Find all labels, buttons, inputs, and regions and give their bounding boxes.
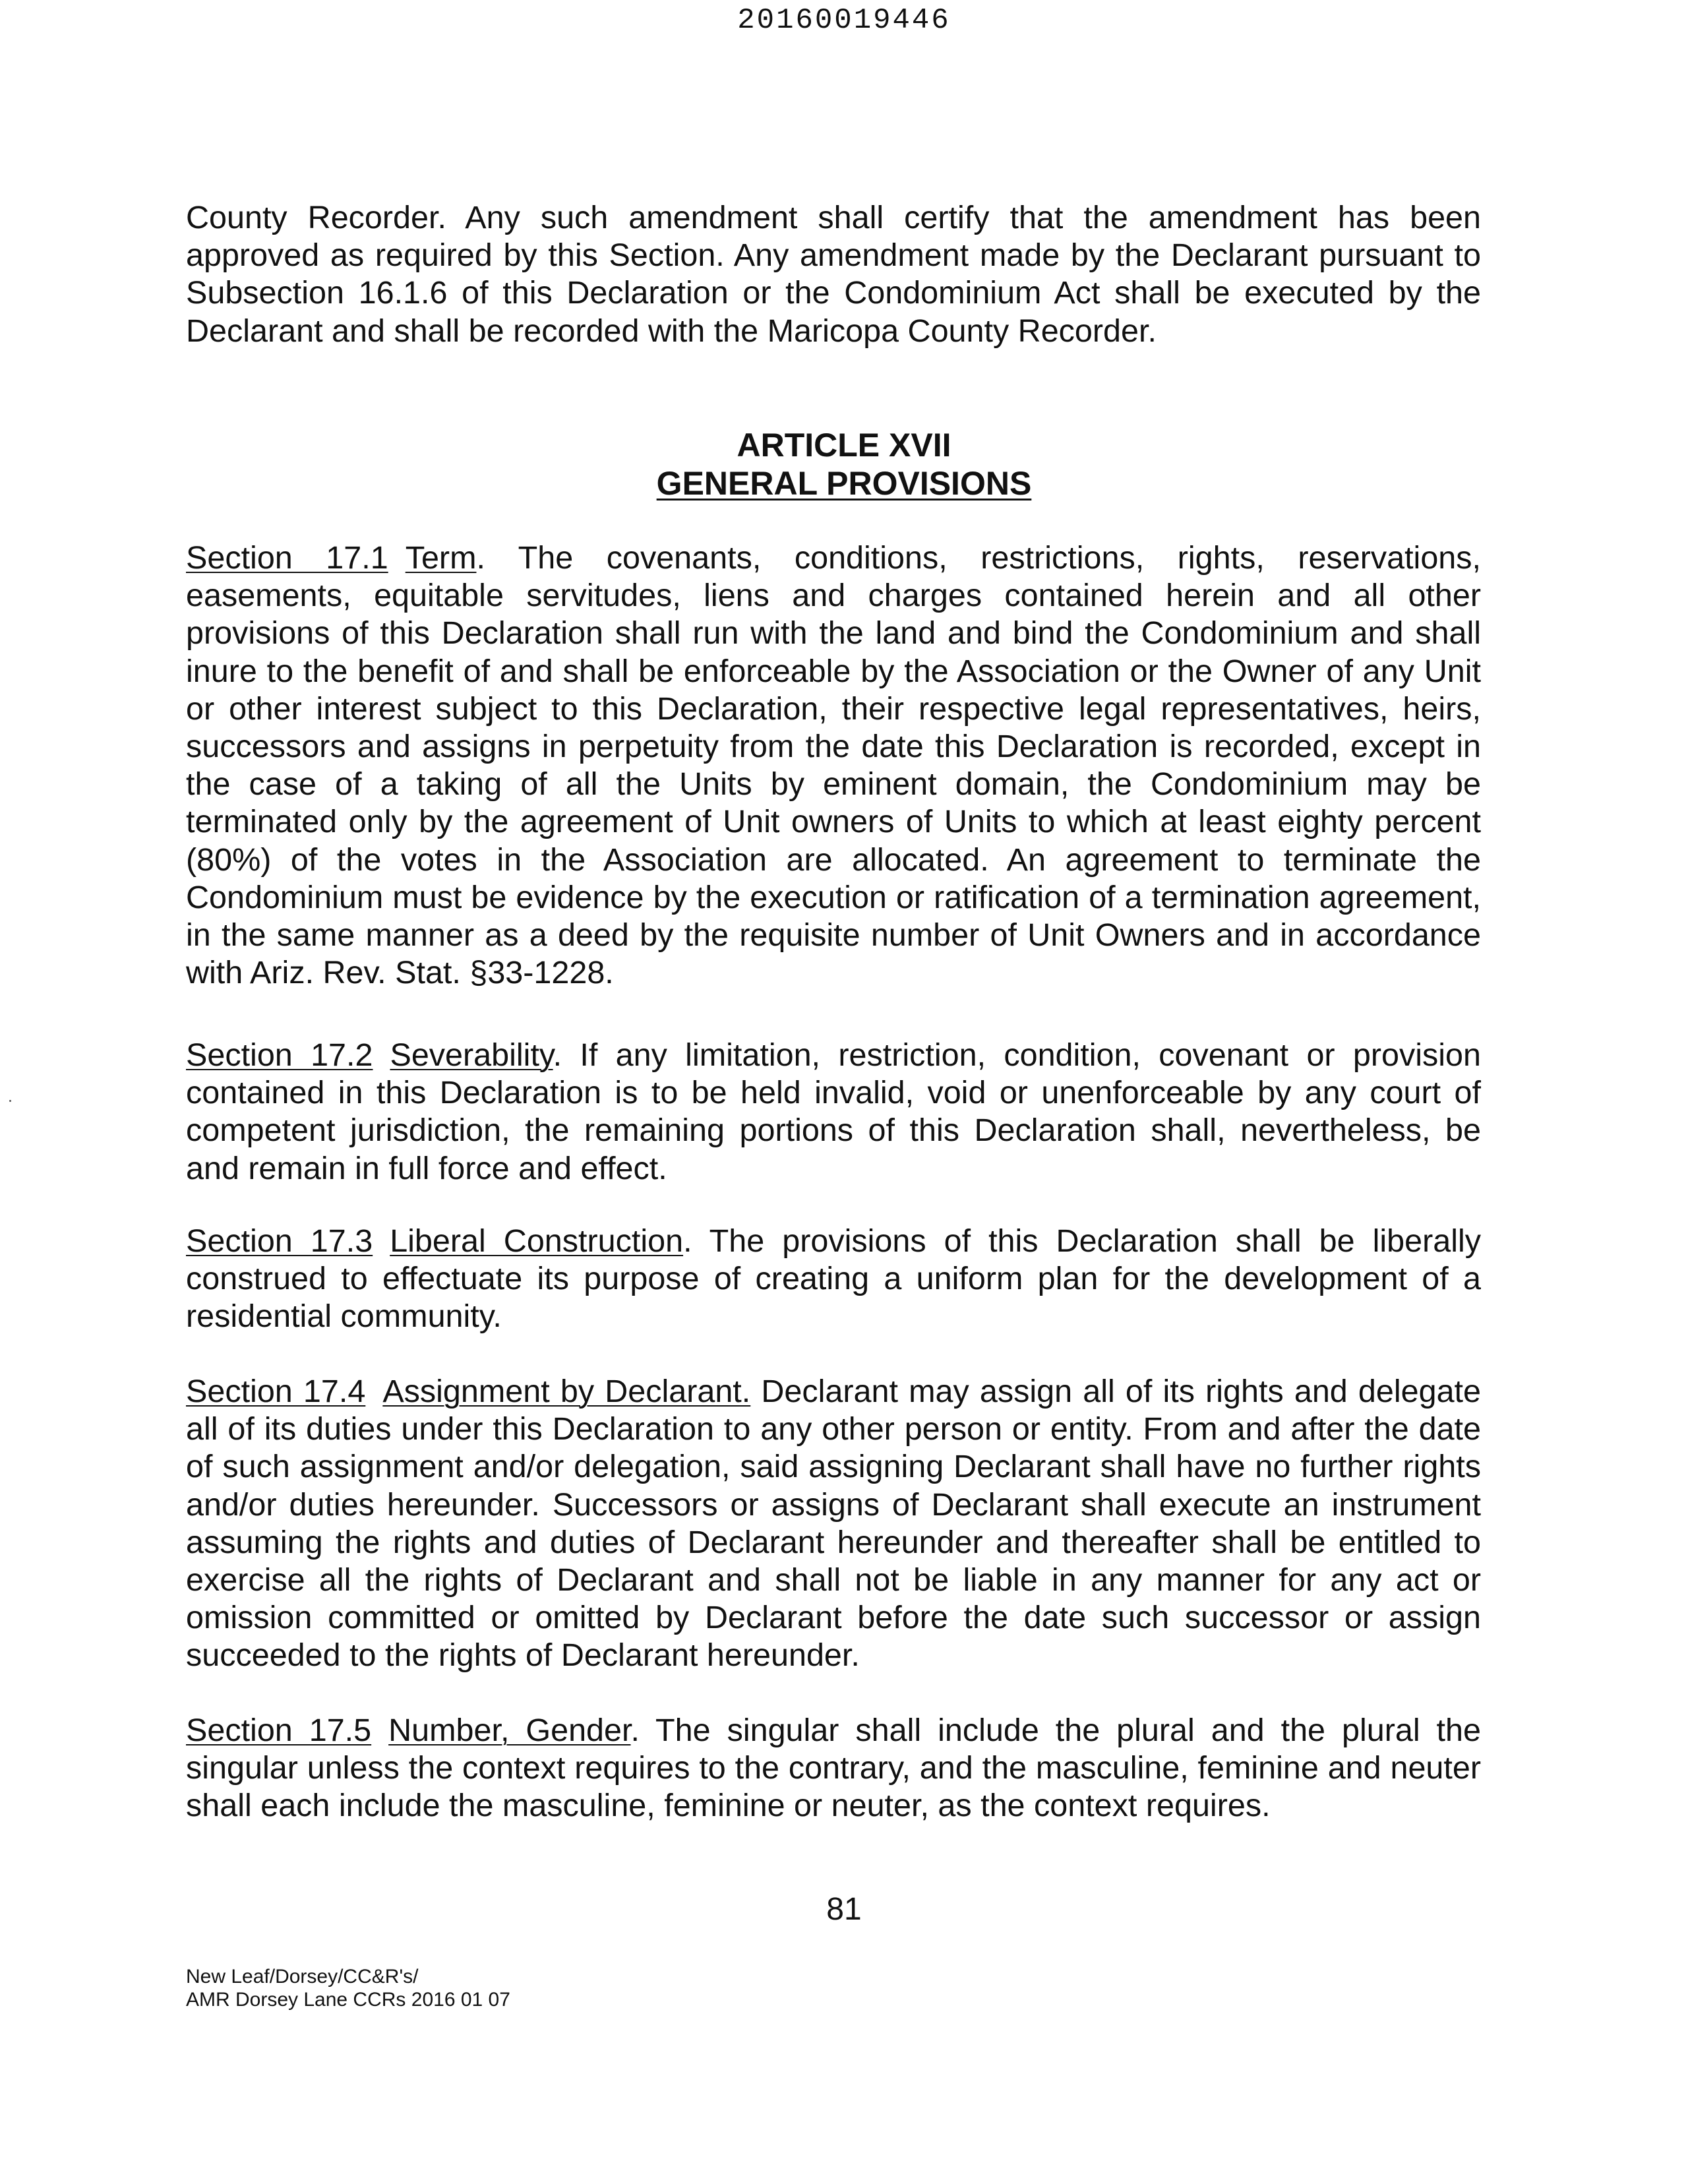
footer-filename: AMR Dorsey Lane CCRs 2016 01 07 <box>186 1989 510 2011</box>
article-subtitle: GENERAL PROVISIONS <box>656 465 1032 502</box>
scan-artifact <box>9 1100 11 1102</box>
section-text: The provisions of this Declaration shall be liberally construed to effectuate its purpose of creating a uniform plan for the development of a residential community. <box>186 1223 1482 1335</box>
section-17-1 <box>186 539 1481 992</box>
section-number: Section 17.4 <box>186 1374 366 1409</box>
section-number: Section 17.1 <box>186 540 388 576</box>
section-title-punct: . <box>476 540 485 576</box>
intro-paragraph: County Recorder. Any such amendment shall certify that the amendment has been approved as required by this Section. Any amendment made by the Declarant pursuant to Subsection 16.1.6 of this Declaration or the Condominium Act shall be executed by the Declarant and shall be recorded with the Maricopa County Recorder. <box>186 200 1481 349</box>
document-footer <box>186 1965 510 2011</box>
article-title: ARTICLE XVII <box>737 427 951 464</box>
section-number: Section 17.5 <box>186 1713 372 1748</box>
section-title: Term <box>405 540 477 576</box>
section-number: Section 17.3 <box>186 1223 373 1259</box>
section-title: Liberal Construction <box>390 1223 684 1259</box>
section-title: Assignment by Declarant. <box>382 1374 751 1409</box>
section-text: Declarant may assign all of its rights and delegate all of its duties under this Declaration to any other person or entity. From and after the date of such assignment and/or delegation, said assigning Declarant shall have no further rights and/or duties hereunder. Successors or assigns of Declarant shall execute an instrument assuming the rights and duties of Declarant hereunder and thereafter shall be entitled to exercise all the rights of Declarant and shall not be liable in any manner for any act or omission committed or omitted by Declarant before the date such successor or assign succeeded to the rights of Declarant hereunder. <box>186 1374 1481 1674</box>
section-title-punct: . <box>553 1037 562 1073</box>
recording-number: 20160019446 <box>737 4 951 37</box>
section-title-punct: . <box>683 1223 692 1259</box>
section-number: Section 17.2 <box>186 1037 373 1073</box>
article-heading <box>0 426 1688 502</box>
section-text: The singular shall include the plural and the plural the singular unless the context requires to the contrary, and the masculine, feminine and neuter shall each include the masculine, feminine or neuter, as the context requires. <box>186 1713 1481 1824</box>
section-17-3 <box>186 1223 1481 1336</box>
section-text: If any limitation, restriction, condition, covenant or provision contained in this Declaration is to be held invalid, void or unenforceable by any court of competent jurisdiction, the remaining portions of this Declaration shall, nevertheless, be and remain in full force and effect. <box>186 1037 1481 1186</box>
page-number: 81 <box>826 1892 862 1927</box>
section-text: The covenants, conditions, restrictions, rights, reservations, easements, equitable servitudes, liens and charges contained herein and all other provisions of this Declaration shall run with the land and bind the Condominium and shall inure to the benefit of and shall be enforceable by the Association or the Owner of any Unit or other interest subject to this Declaration, their respective legal representatives, heirs, successors and assigns in perpetuity from the date this Declaration is recorded, except in the case of a taking of all the Units by eminent domain, the Condominium may be terminated only by the agreement of Unit owners of Units to which at least eighty percent (80%) of the votes in the Association are allocated. An agreement to terminate the Condominium must be evidence by the execution or ratification of a termination agreement, in the same manner as a deed by the requisite number of Unit Owners and in accordance with Ariz. Rev. Stat. §33-1228. <box>186 540 1481 991</box>
section-17-2 <box>186 1037 1481 1188</box>
section-title: Number, Gender <box>388 1713 631 1748</box>
section-17-4 <box>186 1373 1481 1675</box>
footer-path: New Leaf/Dorsey/CC&R's/ <box>186 1966 419 1987</box>
section-17-5 <box>186 1712 1481 1825</box>
section-title-punct: . <box>630 1713 640 1748</box>
section-title: Severability <box>390 1037 553 1073</box>
